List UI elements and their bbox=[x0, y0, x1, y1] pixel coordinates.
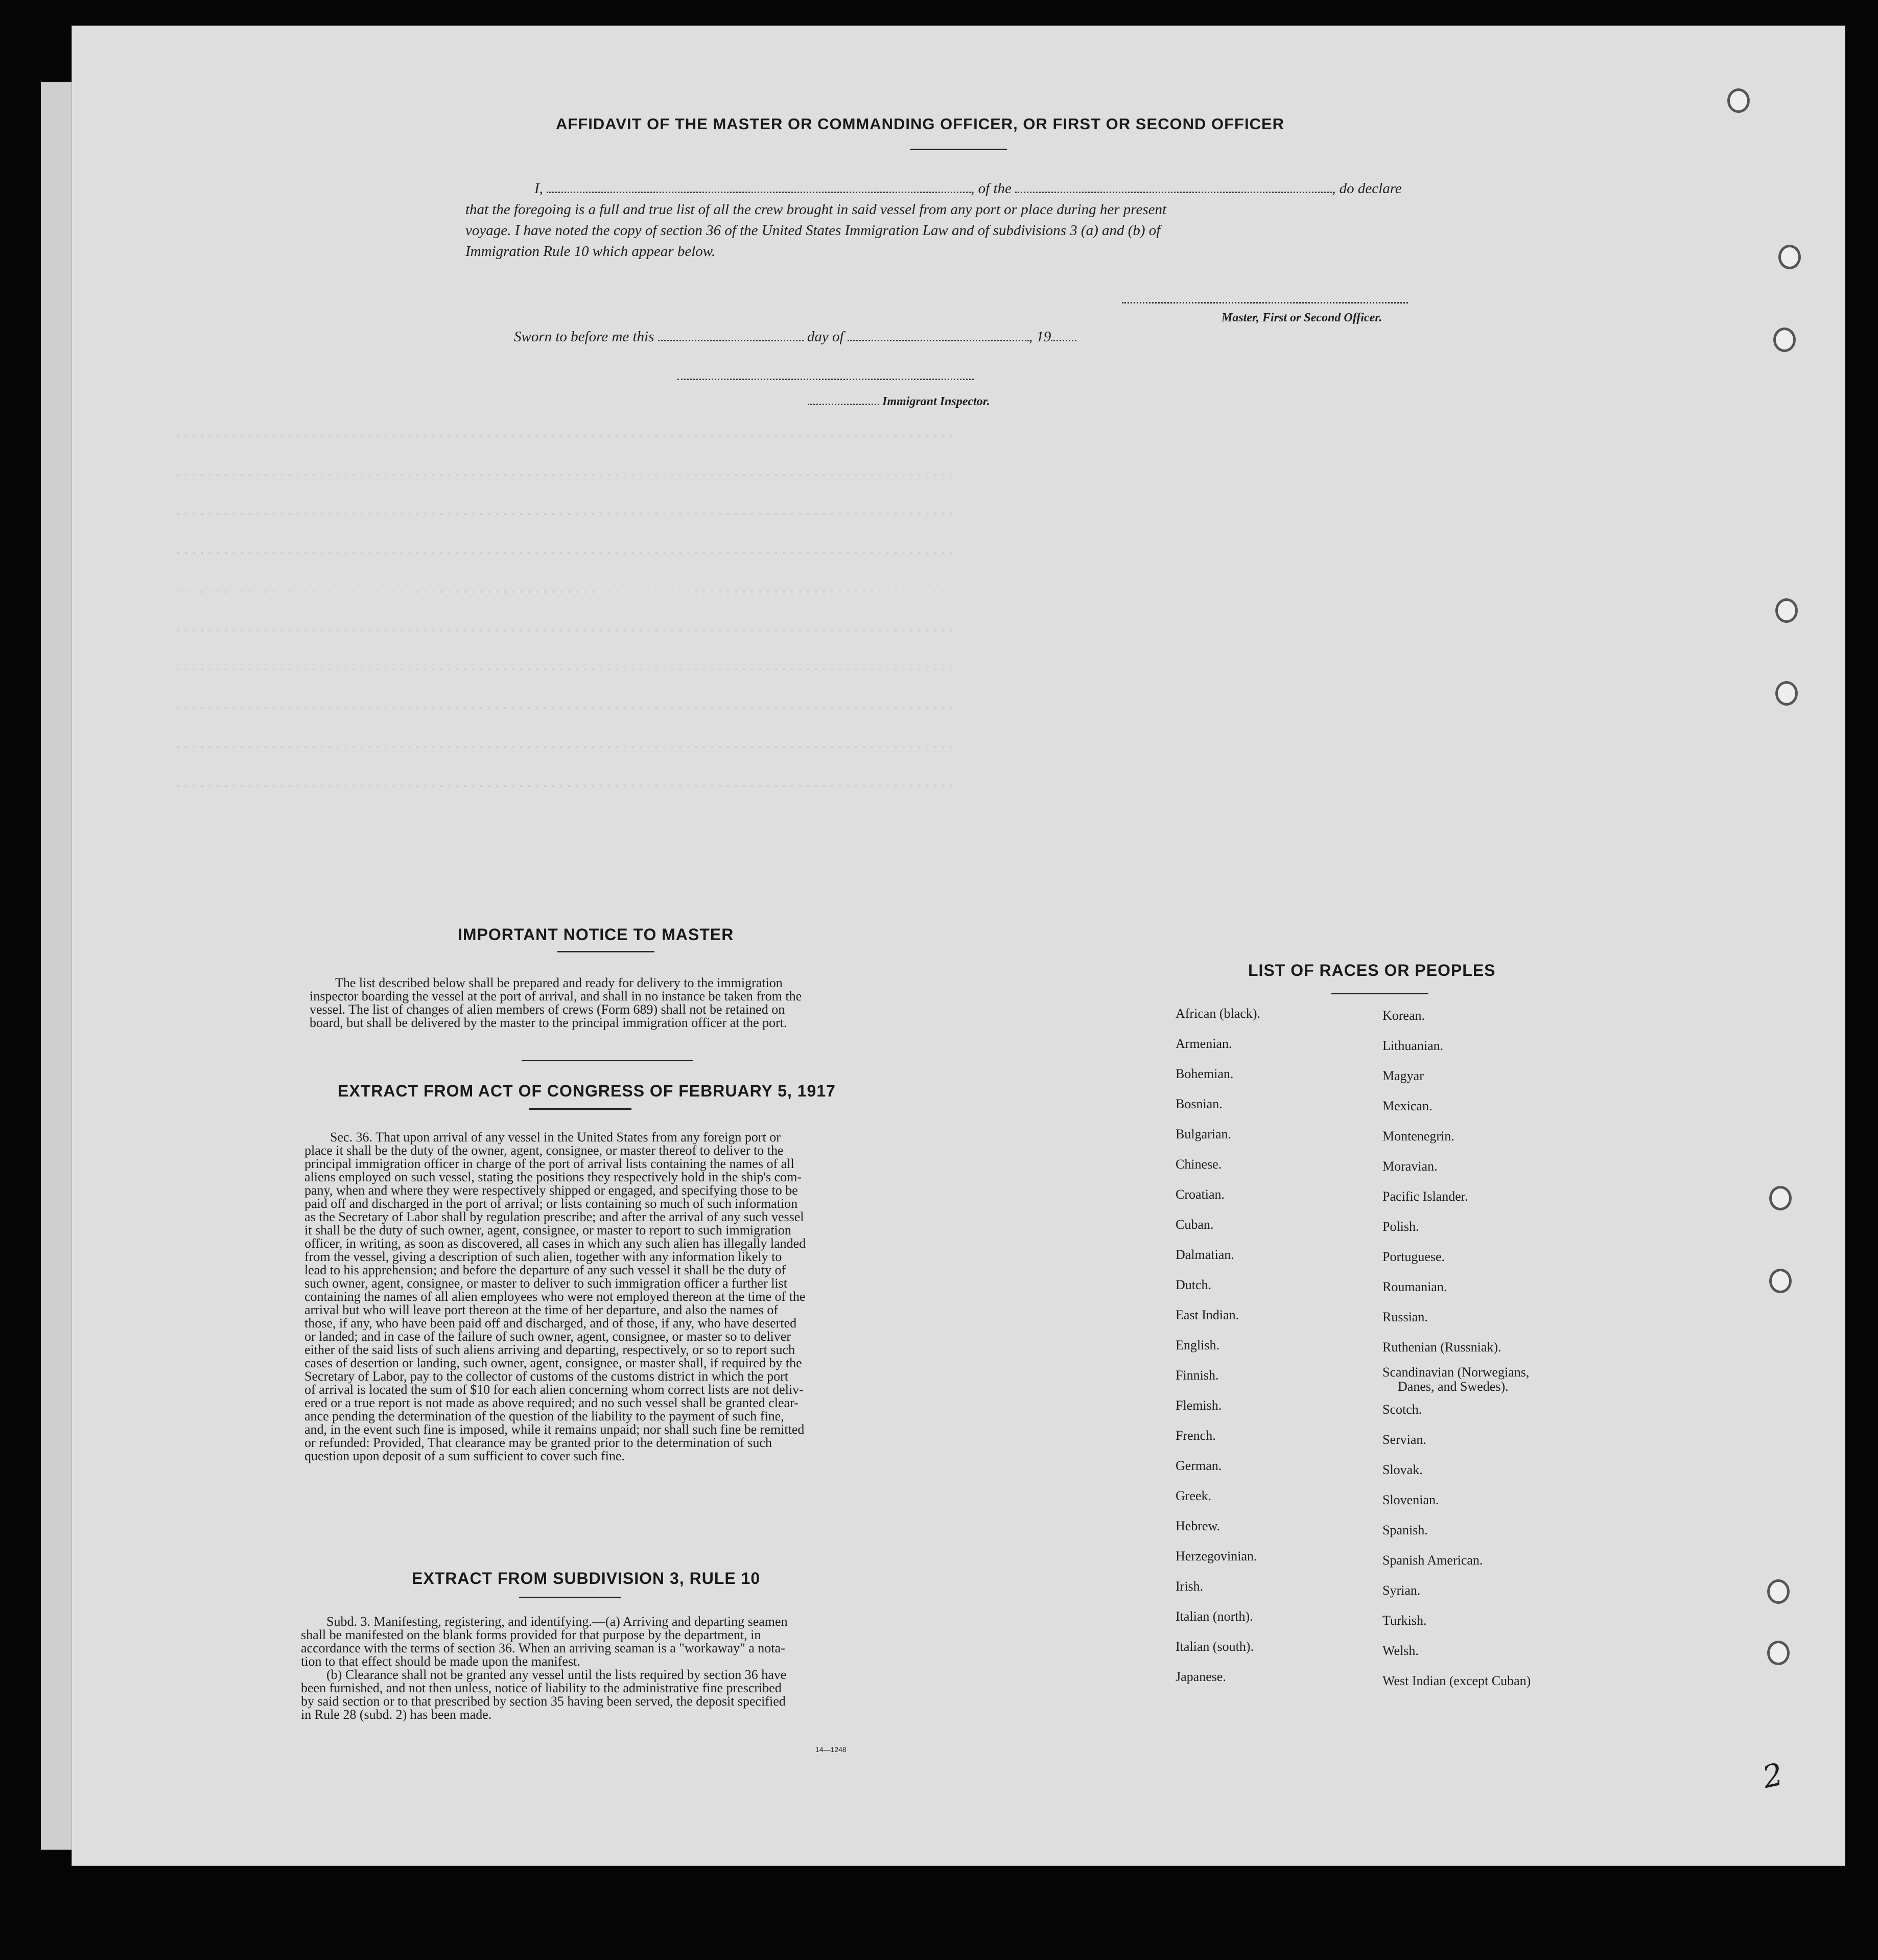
notice-line: The list described below shall be prepared and ready for delivery to the immigration bbox=[335, 975, 783, 990]
race-item: Mexican. bbox=[1382, 1099, 1433, 1113]
race-item: Flemish. bbox=[1176, 1398, 1222, 1413]
binder-hole-icon bbox=[1727, 88, 1750, 113]
affidavit-i-label: I, bbox=[534, 180, 543, 197]
race-item: Slovak. bbox=[1382, 1462, 1423, 1477]
race-item: German. bbox=[1176, 1458, 1222, 1473]
act-line: ered or a true report is not made as above required; and no such vessel shall be granted clear- bbox=[304, 1395, 799, 1410]
race-item: Croatian. bbox=[1176, 1187, 1225, 1202]
race-item: Chinese. bbox=[1176, 1157, 1222, 1172]
act-line: or refunded: Provided, That clearance may be granted prior to the determination of such bbox=[304, 1435, 772, 1450]
notice-heading: IMPORTANT NOTICE TO MASTER bbox=[458, 925, 734, 944]
form-number: 14—1248 bbox=[815, 1745, 847, 1754]
race-item: Welsh. bbox=[1382, 1643, 1419, 1658]
act-extract-heading: EXTRACT FROM ACT OF CONGRESS OF FEBRUARY 5, 1917 bbox=[338, 1082, 836, 1100]
race-item: Armenian. bbox=[1176, 1036, 1232, 1051]
notice-line: board, but shall be delivered by the master to the principal immigration officer at the port. bbox=[310, 1015, 787, 1030]
affidavit-declaration-line bbox=[534, 180, 1402, 197]
act-line: ance pending the determination of the question of the liability to the payment of such fine, bbox=[304, 1409, 784, 1424]
race-item: Italian (north). bbox=[1176, 1609, 1253, 1624]
race-item: French. bbox=[1176, 1428, 1216, 1443]
act-line: containing the names of all alien employees who were not employed thereon at the time of the bbox=[304, 1289, 806, 1304]
race-item: Montenegrin. bbox=[1382, 1129, 1454, 1144]
master-name-field[interactable] bbox=[547, 192, 971, 193]
act-extract-text bbox=[304, 1131, 877, 1463]
race-item: Italian (south). bbox=[1176, 1639, 1254, 1654]
bleed-through-table: .................................................................................................. .................................................................................................. .................................................................................................. .................................................................................................. .................................................................................................. .................................................................................................. .................................................................................................. .................................................................................................. .................................................................................................. .................................................................................................. bbox=[174, 426, 956, 791]
act-line: lead to his apprehension; and before the departure of any such vessel it shall be the duty of bbox=[304, 1263, 786, 1277]
act-line: of arrival is located the sum of $10 for each alien concerning whom correct lists are not deliv- bbox=[304, 1382, 804, 1397]
affidavit-body-line: Immigration Rule 10 which appear below. bbox=[465, 243, 716, 260]
race-item: Japanese. bbox=[1176, 1669, 1226, 1684]
rule-extract-text bbox=[301, 1615, 868, 1721]
race-item: Danes, and Swedes). bbox=[1398, 1379, 1509, 1394]
sworn-day-field[interactable] bbox=[658, 340, 804, 341]
race-item: Bulgarian. bbox=[1176, 1127, 1232, 1141]
binder-hole-icon bbox=[1778, 245, 1801, 269]
act-line: Secretary of Labor, pay to the collector of customs of the customs district in which the port bbox=[304, 1369, 788, 1384]
rule-line: accordance with the terms of section 36. When an arriving seaman is a "workaway" a nota- bbox=[301, 1641, 785, 1655]
section-rule bbox=[522, 1060, 693, 1061]
heading-rule bbox=[529, 1108, 631, 1110]
binder-hole-icon bbox=[1767, 1579, 1790, 1604]
race-item: Lithuanian. bbox=[1382, 1038, 1444, 1053]
act-line: or landed; and in case of the failure of such owner, agent, consignee, or master so to deliver bbox=[304, 1329, 791, 1344]
notice-line: inspector boarding the vessel at the port of arrival, and shall in no instance be taken from the bbox=[310, 989, 802, 1004]
race-item: Scandinavian (Norwegians, bbox=[1382, 1365, 1530, 1380]
races-heading: LIST OF RACES OR PEOPLES bbox=[1248, 961, 1496, 979]
race-item: Cuban. bbox=[1176, 1217, 1214, 1232]
notice-text bbox=[310, 976, 887, 1030]
race-item: Magyar bbox=[1382, 1068, 1424, 1083]
master-signature-field[interactable] bbox=[1122, 302, 1408, 304]
race-item: Servian. bbox=[1382, 1432, 1426, 1447]
race-item: African (black). bbox=[1176, 1006, 1261, 1021]
act-line: pany, when and where they were respectively shipped or engaged, and specifying those to be bbox=[304, 1183, 798, 1198]
act-line: principal immigration officer in charge of the port of arrival lists containing the names of all bbox=[304, 1156, 794, 1171]
notice-line: vessel. The list of changes of alien members of crews (Form 689) shall not be retained on bbox=[310, 1002, 785, 1017]
rule-line: (b) Clearance shall not be granted any vessel until the lists required by section 36 have bbox=[326, 1667, 787, 1682]
binder-hole-icon bbox=[1769, 1186, 1792, 1210]
act-line: paid off and discharged in the port of arrival; or lists containing so much of such information bbox=[304, 1196, 798, 1211]
race-item: Bosnian. bbox=[1176, 1096, 1223, 1111]
act-line: and, in the event such fine is imposed, while it remains unpaid; nor shall such fine be remitted bbox=[304, 1422, 805, 1437]
inspector-line bbox=[808, 395, 990, 409]
affidavit-body-line: voyage. I have noted the copy of section 36 of the United States Immigration Law and of subdivisions 3 (a) and (b) of bbox=[465, 222, 1161, 239]
heading-rule bbox=[1331, 993, 1428, 994]
race-item: Dutch. bbox=[1176, 1277, 1212, 1292]
master-signature-label: Master, First or Second Officer. bbox=[1222, 311, 1382, 324]
race-item: Hebrew. bbox=[1176, 1519, 1220, 1533]
act-line: such owner, agent, consignee, or master to deliver to such immigration officer a further list bbox=[304, 1276, 788, 1291]
act-line: either of the said lists of such aliens arriving and departing, respectively, or so to report such bbox=[304, 1342, 795, 1357]
affidavit-of-the-label: , of the bbox=[971, 180, 1012, 197]
act-line: as the Secretary of Labor shall by regulation prescribe; and after the arrival of any such vessel bbox=[304, 1209, 804, 1224]
race-item: Polish. bbox=[1382, 1219, 1419, 1234]
heading-rule bbox=[910, 149, 1007, 150]
race-item: Pacific Islander. bbox=[1382, 1189, 1468, 1204]
race-item: Dalmatian. bbox=[1176, 1247, 1234, 1262]
race-item: Turkish. bbox=[1382, 1613, 1427, 1628]
binder-hole-icon bbox=[1773, 328, 1796, 352]
race-item: Irish. bbox=[1176, 1579, 1204, 1594]
sworn-year-field[interactable] bbox=[1051, 340, 1076, 341]
act-line: aliens employed on such vessel, stating the positions they respectively hold in the ship's com- bbox=[304, 1170, 802, 1184]
year-label: , 19 bbox=[1028, 329, 1051, 345]
rule-line: by said section or to that prescribed by section 35 having been served, the deposit specified bbox=[301, 1694, 786, 1709]
race-item: Herzegovinian. bbox=[1176, 1549, 1257, 1564]
act-line: officer, in writing, as soon as discovered, all cases in which any such alien has illegally landed bbox=[304, 1236, 806, 1251]
race-item: English. bbox=[1176, 1338, 1219, 1352]
act-line: question upon deposit of a sum sufficient to cover such fine. bbox=[304, 1449, 625, 1463]
rule-line: Subd. 3. Manifesting, registering, and identifying.—(a) Arriving and departing seamen bbox=[326, 1614, 788, 1629]
race-item: Russian. bbox=[1382, 1310, 1428, 1324]
binder-hole-icon bbox=[1775, 681, 1798, 706]
rule-line: in Rule 28 (subd. 2) has been made. bbox=[301, 1707, 492, 1722]
act-line: arrival but who will leave port thereon at the time of her departure, and also the names of bbox=[304, 1302, 778, 1317]
inspector-signature-field[interactable] bbox=[677, 379, 974, 380]
race-item: Portuguese. bbox=[1382, 1249, 1445, 1264]
vessel-name-field[interactable] bbox=[1015, 192, 1332, 193]
act-line: cases of desertion or landing, such owner, agent, consignee, or master shall, if required by the bbox=[304, 1356, 802, 1370]
act-line: from the vessel, giving a description of such alien, together with any information likely to bbox=[304, 1249, 782, 1264]
heading-rule bbox=[519, 1597, 621, 1598]
binder-hole-icon bbox=[1767, 1641, 1790, 1665]
act-line: place it shall be the duty of the owner, agent, consignee, or master thereof to deliver to the bbox=[304, 1143, 784, 1158]
affidavit-body-line: that the foregoing is a full and true list of all the crew brought in said vessel from any port or place during her present bbox=[465, 201, 1167, 218]
race-item: Bohemian. bbox=[1176, 1066, 1234, 1081]
rule-line: been furnished, and not then unless, notice of liability to the administrative fine prescribed bbox=[301, 1681, 782, 1695]
sworn-line bbox=[514, 329, 1076, 345]
handwritten-page-mark: 2 bbox=[1759, 1756, 1787, 1796]
act-line: those, if any, who have been paid off and discharged, and of those, if any, who have deserted bbox=[304, 1316, 797, 1331]
race-item: Finnish. bbox=[1176, 1368, 1219, 1383]
race-item: West Indian (except Cuban) bbox=[1382, 1673, 1531, 1688]
race-item: Moravian. bbox=[1382, 1159, 1438, 1174]
act-line: Sec. 36. That upon arrival of any vessel in the United States from any foreign port or bbox=[330, 1130, 781, 1145]
inspector-label: Immigrant Inspector. bbox=[882, 395, 990, 408]
race-item: Korean. bbox=[1382, 1008, 1425, 1023]
race-item: Slovenian. bbox=[1382, 1492, 1439, 1507]
day-of-label: day of bbox=[807, 329, 844, 345]
race-item: Syrian. bbox=[1382, 1583, 1421, 1598]
act-line: it shall be the duty of such owner, agent, consignee, or master to report to such immigration bbox=[304, 1223, 791, 1238]
affidavit-declare-label: , do declare bbox=[1332, 180, 1402, 197]
race-item: Ruthenian (Russniak). bbox=[1382, 1340, 1501, 1355]
rule-line: tion to that effect should be made upon the manifest. bbox=[301, 1654, 580, 1669]
sworn-label: Sworn to before me this bbox=[514, 329, 654, 345]
race-item: Spanish. bbox=[1382, 1523, 1428, 1537]
race-item: East Indian. bbox=[1176, 1308, 1239, 1322]
binder-hole-icon bbox=[1775, 598, 1798, 623]
race-item: Roumanian. bbox=[1382, 1279, 1447, 1294]
race-item: Greek. bbox=[1176, 1488, 1212, 1503]
rule-extract-heading: EXTRACT FROM SUBDIVISION 3, RULE 10 bbox=[412, 1569, 761, 1588]
sworn-month-field[interactable] bbox=[848, 340, 1029, 341]
race-item: Spanish American. bbox=[1382, 1553, 1483, 1568]
manifest-page bbox=[72, 26, 1845, 1866]
rule-line: shall be manifested on the blank forms provided for that purpose by the department, in bbox=[301, 1627, 761, 1642]
affidavit-heading: AFFIDAVIT OF THE MASTER OR COMMANDING OFFICER, OR FIRST OR SECOND OFFICER bbox=[556, 115, 1285, 133]
race-item: Scotch. bbox=[1382, 1402, 1422, 1417]
binder-hole-icon bbox=[1769, 1269, 1792, 1293]
inspector-name-field[interactable] bbox=[808, 404, 879, 405]
heading-rule bbox=[557, 951, 654, 952]
